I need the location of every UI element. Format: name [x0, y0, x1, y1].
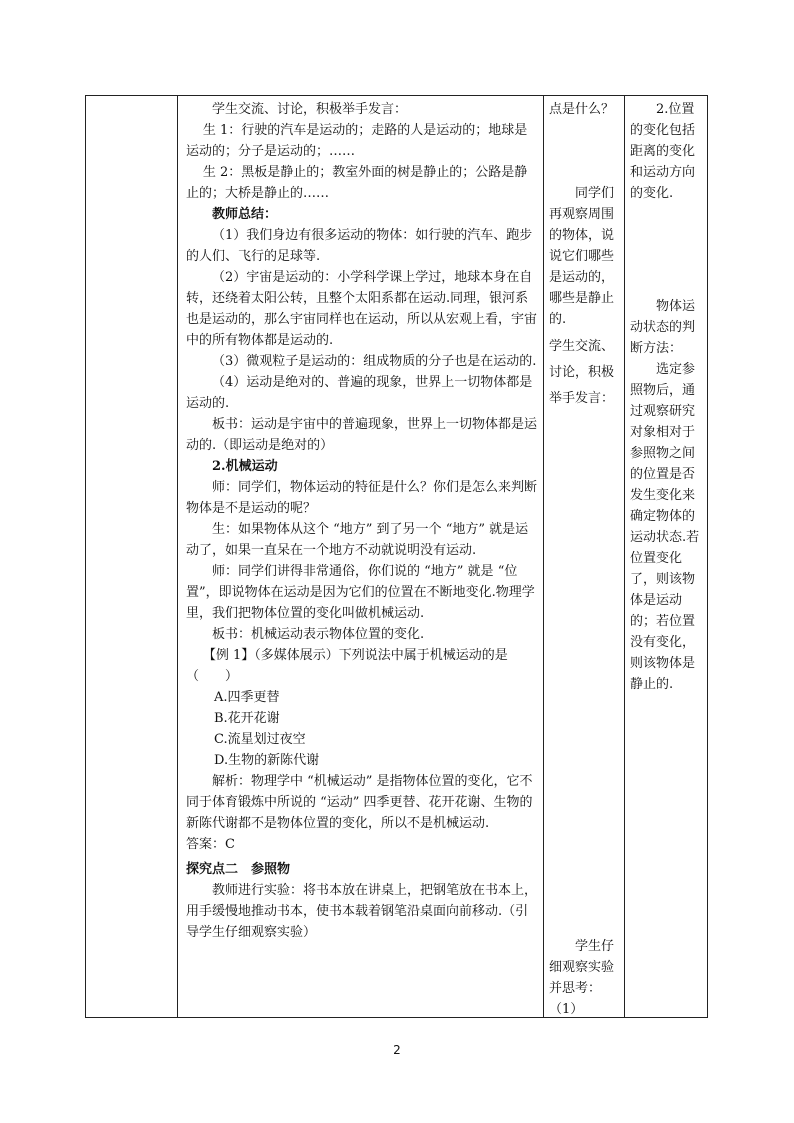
note-position-change: 2.位置的变化包括距离的变化和运动方向的变化. — [630, 102, 696, 201]
paragraph: 2.机械运动 — [212, 459, 278, 474]
student-text-bottom: 学生仔细观察实验并思考：（1） — [549, 939, 615, 1017]
paragraph: C.流星划过夜空 — [214, 732, 306, 747]
paragraph: 板书：运动是宇宙中的普遍现象，世界上一切物体都是运动的.（即运动是绝对的） — [186, 417, 538, 453]
notes-column — [625, 96, 708, 695]
paragraph: 生 2：黑板是静止的；教室外面的树是静止的；公路是静止的；大桥是静止的…… — [186, 165, 528, 201]
paragraph: 答案：C — [186, 837, 235, 852]
paragraph: 【例 1】（多媒体展示）下列说法中属于机械运动的是（ ） — [186, 648, 508, 684]
student-activity-column — [544, 96, 624, 1017]
paragraph: 师：同学们讲得非常通俗，你们说的 “地方” 就是 “位置”，即说物体在运动是因为它们的位置在不断地变化.物理学里，我们把物体位置的变化叫做机械运动. — [186, 564, 535, 621]
paragraph: A.四季更替 — [214, 690, 280, 705]
paragraph: 生：如果物体从这个 “地方” 到了另一个 “地方” 就是运动了，如果一直呆在一个地方不动就说明没有运动. — [186, 522, 529, 558]
teaching-process-column — [178, 96, 543, 943]
note-method-title: 物体运动状态的判断方法： — [630, 299, 696, 356]
paragraph: 解析：物理学中 “机械运动” 是指物体位置的变化，它不同于体育锻炼中所说的 “运动” 四季更替、花开花谢、生物的新陈代谢都不是物体位置的变化，所以不是机械运动. — [186, 774, 533, 831]
paragraph: 师：同学们，物体运动的特征是什么？你们是怎么来判断物体是不是运动的呢？ — [186, 480, 538, 516]
paragraph: D.生物的新陈代谢 — [214, 753, 320, 768]
paragraph: （2）宇宙是运动的：小学科学课上学过，地球本身在自转，还绕着太阳公转，且整个太阳系都在运动.同理，银河系也是运动的，那么宇宙同样也在运动，所以从宏观上看，宇宙中的所有物体都是运动的. — [186, 270, 538, 348]
paragraph: 生 1：行驶的汽车是运动的；走路的人是运动的；地球是运动的；分子是运动的；…… — [186, 123, 528, 159]
paragraph: B.花开花谢 — [214, 711, 280, 726]
paragraph: 板书：机械运动表示物体位置的变化. — [212, 627, 425, 642]
paragraph: 学生交流、讨论，积极举手发言： — [212, 102, 408, 117]
paragraph: （3）微观粒子是运动的：组成物质的分子也是在运动的. — [212, 354, 537, 369]
student-text-top: 点是什么？ — [549, 102, 615, 117]
paragraph: 探究点二 参照物 — [186, 862, 291, 877]
paragraph: （4）运动是绝对的、普遍的现象，世界上一切物体都是运动的. — [186, 375, 533, 411]
student-text-middle: 同学们再观察周围的物体，说说它们哪些是运动的，哪些是静止的. — [549, 186, 615, 327]
paragraph: 教师进行实验：将书本放在讲桌上，把钢笔放在书本上，用手缓慢地推动书本，使书本载着钢笔沿桌面向前移动.（引导学生仔细观察实验） — [186, 883, 538, 940]
lesson-table — [85, 95, 708, 1018]
paragraph: 教师总结： — [212, 207, 278, 222]
student-text-discuss: 学生交流、讨论，积极举手发言： — [549, 339, 615, 406]
paragraph: （1）我们身边有很多运动的物体：如行驶的汽车、跑步的人们、飞行的足球等. — [186, 228, 533, 264]
note-method-body: 选定参照物后，通过观察研究对象相对于参照物之间的位置是否发生变化来确定物体的运动状态.若位置变化了，则该物体是运动的；若位置没有变化，则该物体是静止的. — [630, 362, 700, 692]
page-number: 2 — [393, 1043, 401, 1057]
